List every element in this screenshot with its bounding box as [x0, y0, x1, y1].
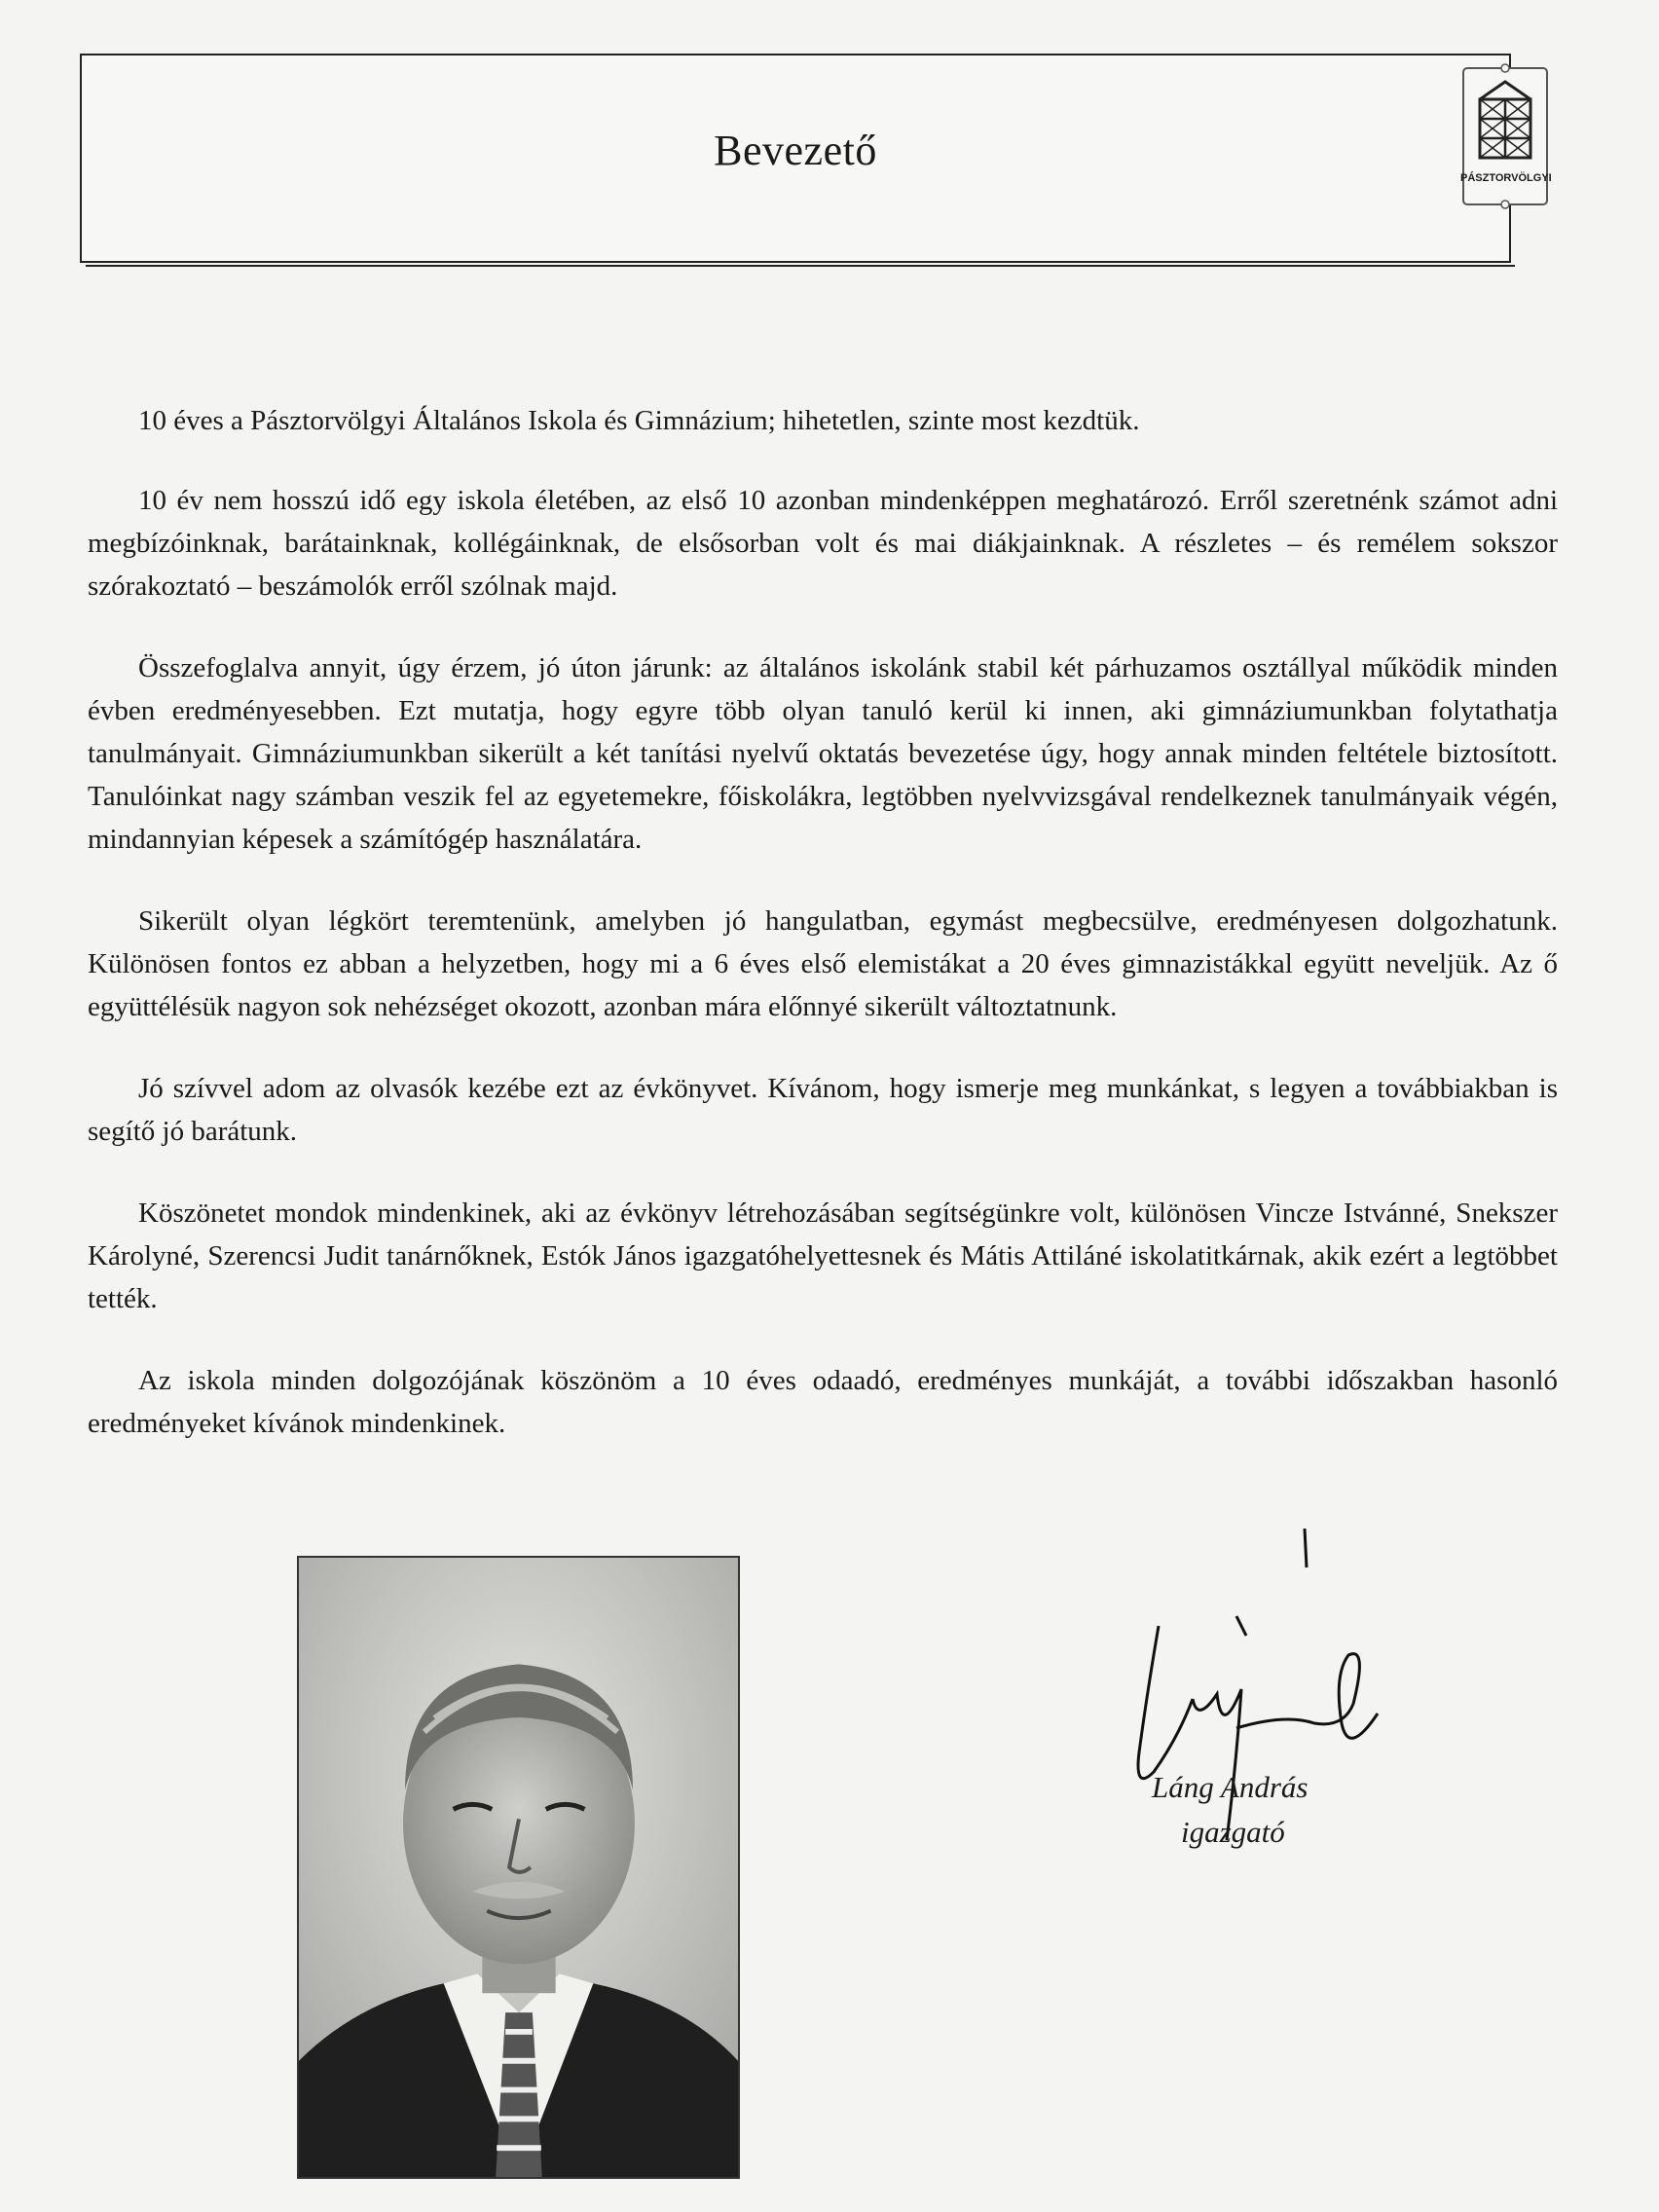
header-frame — [80, 54, 1511, 263]
signature-role: igazgató — [1181, 1815, 1285, 1849]
body-text — [88, 399, 1558, 1484]
portrait-photo — [297, 1556, 740, 2179]
signature — [1100, 1529, 1412, 1860]
paragraph: Jó szívvel adom az olvasók kezébe ezt az évkönyvet. Kívánom, hogy ismerje meg munkánkat, s legyen a továbbiakban is segítő jó barátunk. — [88, 1073, 1558, 1147]
school-logo-icon — [1460, 60, 1550, 216]
page-title: Bevezető — [714, 127, 877, 174]
paragraph: Sikerült olyan légkört teremtenünk, amelyben jó hangulatban, egymást megbecsülve, eredményesen dolgozhatunk. Különösen fontos ez abban a helyzetben, hogy mi a 6 éves első elemistákat a 20 éves gimnazistákkal együtt neveljük. Az ő együttélésük nagyon sok nehézséget okozott, azonban mára előnnyé sikerült változtatnunk. — [88, 905, 1558, 1022]
portrait-icon — [299, 1558, 738, 2177]
school-logo — [1460, 60, 1550, 216]
paragraph: Az iskola minden dolgozójának köszönöm a 10 éves odaadó, eredményes munkáját, a további időszakban hasonló eredményeket kívánok mindenkinek. — [88, 1365, 1558, 1439]
logo-text: PÁSZTORVÖLGYI — [1460, 172, 1552, 184]
paragraph: 10 éves a Pásztorvölgyi Általános Iskola és Gimnázium; hihetetlen, szinte most kezdtük. — [138, 405, 1140, 436]
paragraph: Összefoglalva annyit, úgy érzem, jó úton járunk: az általános iskolánk stabil két párhuzamos osztállyal működik minden évben eredményesebben. Ezt mutatja, hogy egyre több olyan tanuló kerül ki innen, aki gimnáziumunkban folytathatja tanulmányait. Gimnáziumunkban sikerült a két tanítási nyelvű oktatás bevezetése úgy, hogy annak minden feltétele biztosított. Tanulóinkat nagy számban veszik fel az egyetemekre, főiskolákra, legtöbben nyelvvizsgával rendelkeznek tanulmányaik végén, mindannyian képesek a számítógép használatára. — [88, 652, 1558, 855]
signature-icon — [1100, 1529, 1412, 1860]
paragraph: Köszönetet mondok mindenkinek, aki az évkönyv létrehozásában segítségünkre volt, különösen Vincze Istvánné, Snekszer Károlyné, Szerencsi Judit tanárnőknek, Estók János igazgatóhelyettesnek és Mátis Attiláné iskolatitkárnak, akik ezért a legtöbbet tették. — [88, 1198, 1558, 1314]
signature-name: Láng András — [1152, 1770, 1309, 1804]
paragraph: 10 év nem hosszú idő egy iskola életében, az első 10 azonban mindenképpen meghatározó. Erről szeretnénk számot adni megbízóinknak, barátainknak, kollégáinknak, de elsősorban volt és mai diákjainknak. A részletes – és remélem sokszor szórakoztató – beszámolók erről szólnak majd. — [88, 485, 1558, 602]
